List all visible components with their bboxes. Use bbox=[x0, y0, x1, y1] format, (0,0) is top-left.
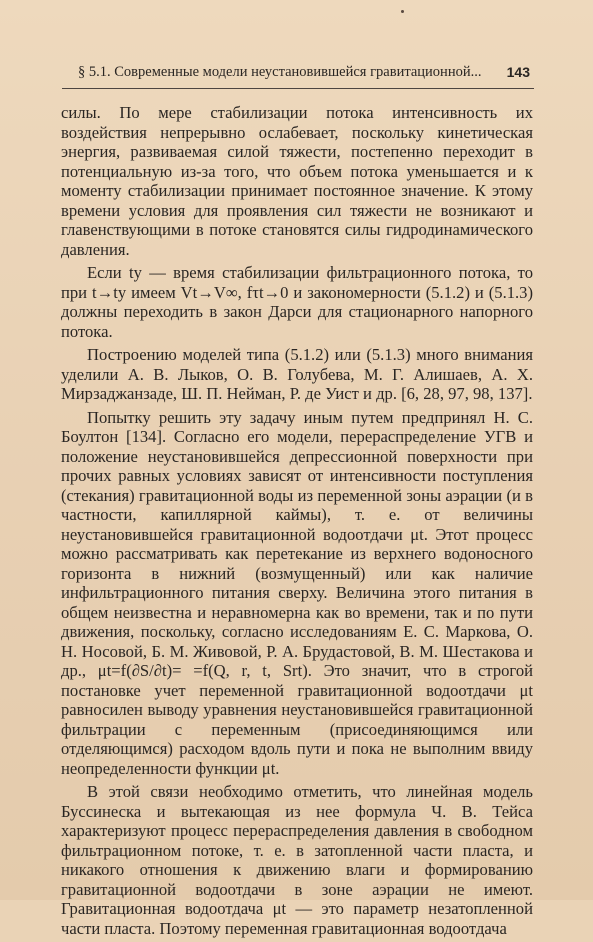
paragraph: Построению моделей типа (5.1.2) или (5.1.3) много внимания уделили А. В. Лыков, О. В. Голубева, М. Г. Алишаев, А. Х. Мирзаджанзаде, Ш. П. Нейман, Р. де Уист и др. [6, 28, 97, 98, 137]. bbox=[61, 345, 533, 403]
running-header-title: § 5.1. Современные модели неустановившейся гравитационной... bbox=[78, 64, 482, 80]
page-body bbox=[61, 103, 533, 942]
paragraph: Если tу — время стабилизации фильтрационного потока, то при t→tу имеем Vt→V∞, fτt→0 и закономерности (5.1.2) и (5.1.3) должны переходить в закон Дарси для стационарного напорного потока. bbox=[61, 263, 533, 341]
page-number: 143 bbox=[506, 64, 530, 80]
paragraph: Попытку решить эту задачу иным путем предпринял Н. С. Боултон [134]. Согласно его модели, перераспределение УГВ и положение неустановившейся депрессионной поверхности при прочих равных условиях зависят от интенсивности поступления (стекания) гравитационной воды из переменной зоны аэрации (и в частности, капиллярной каймы), т. е. от величины неустановившейся гравитационной водоотдачи μt. Этот процесс можно рассматривать как перетекание из верхнего водоносного горизонта в нижний (возмущенный) или как наличие инфильтрационного питания сверху. Величина этого питания в общем неизвестна и неравномерна как во времени, так и по пути движения, поскольку, согласно исследованиям Е. С. Маркова, О. Н. Носовой, Б. М. Живовой, Р. А. Брудастовой, В. М. Шестакова и др., μt=f(∂S/∂t)= =f(Q, r, t, Srt). Это значит, что в строгой постановке учет переменной гравитационной водоотдачи μt равносилен выводу уравнения неустановившейся гравитационной фильтрации с переменным (присоединяющимся или отделяющимся) расходом вдоль пути и пока не выполним ввиду неопределенности функции μt. bbox=[61, 407, 533, 778]
paragraph: В этой связи необходимо отметить, что линейная модель Буссинеска и вытекающая из нее формула Ч. В. Тейса характеризуют процесс перераспределения давления в свободном фильтрационном потоке, т. е. в затопленной части пласта, и никакого отношения к движению влаги и формированию гравитационной водоотдачи в зоне аэрации не имеют. Гравитационная водоотдача μt — это параметр незатопленной части пласта. Поэтому переменная гравитационная водоотдача bbox=[61, 782, 533, 938]
ink-speck bbox=[401, 10, 404, 13]
header-rule bbox=[62, 88, 534, 89]
running-header bbox=[78, 62, 530, 82]
paragraph-continued: силы. По мере стабилизации потока интенсивность их воздействия непрерывно ослабевает, поскольку кинетическая энергия, развиваемая силой тяжести, постепенно переходит в потенциальную из-за того, что объем потока уменьшается и к моменту стабилизации принимает постоянное значение. К этому времени условия для проявления сил тяжести не возникают и главенствующими в потоке становятся силы гидродинамического давления. bbox=[61, 103, 533, 259]
